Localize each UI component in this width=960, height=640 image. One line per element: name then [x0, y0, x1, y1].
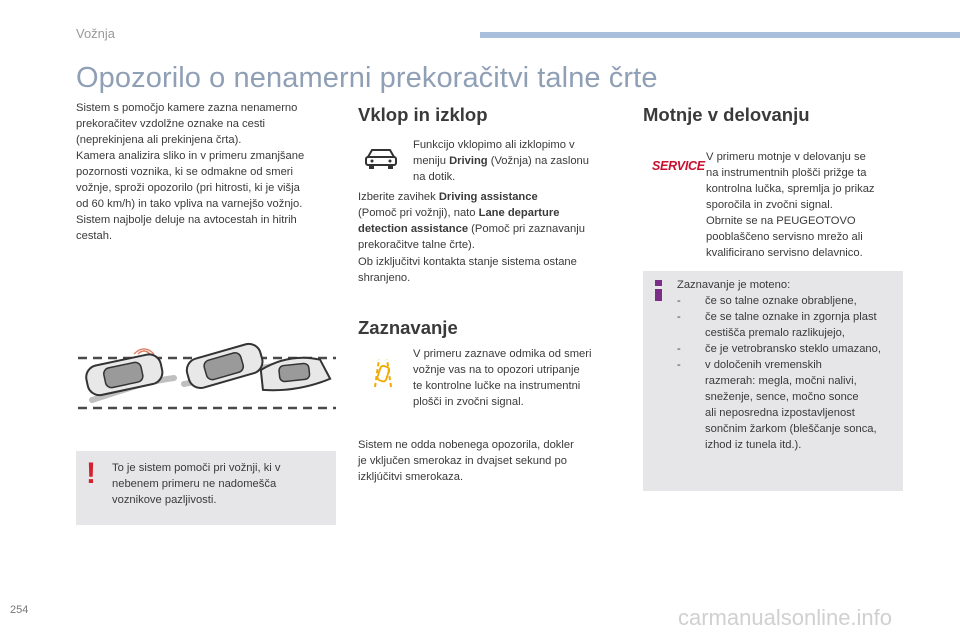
text-line: cestišča premalo razlikujejo,	[705, 327, 845, 339]
intro-line: (neprekinjena ali prekinjena črta).	[76, 134, 242, 146]
intro-line: cestah.	[76, 230, 113, 242]
info-text	[677, 277, 901, 453]
option-name: detection assistance	[358, 223, 469, 235]
malfunction-text	[706, 149, 916, 261]
service-warning-icon: SERVICE	[652, 159, 705, 173]
text-span: (Pomoč pri zaznavanju	[468, 223, 585, 235]
menu-name: Driving	[449, 155, 488, 167]
intro-line: Kamera analizira sliko in v primeru zmanjšane	[76, 150, 305, 162]
warning-text	[112, 460, 332, 508]
text-line: shranjeno.	[358, 272, 411, 284]
section-heading-switch: Vklop in izklop	[358, 104, 488, 125]
text-line: - če se talne oznake in zgornja plast	[705, 311, 877, 323]
text-line	[413, 153, 623, 169]
text-line: - če je vetrobransko steklo umazano,	[705, 343, 881, 355]
switch-text-2	[358, 189, 628, 253]
text-line: kvalificirano servisno delavnico.	[706, 247, 863, 259]
option-name: Lane departure	[478, 207, 560, 219]
lane-departure-illustration	[74, 338, 338, 412]
warning-box	[76, 451, 336, 525]
text-line: prekoračitve talne črte).	[358, 239, 475, 251]
section-heading-malfunction: Motnje v delovanju	[643, 104, 810, 125]
text-line: te kontrolne lučke na instrumentni	[413, 380, 581, 392]
text-line: sončnim žarkom (bleščanje sonca,	[705, 423, 877, 435]
switch-text-3	[358, 254, 628, 286]
list-item	[677, 341, 901, 357]
text-line: je vključen smerokaz in dvajset sekund po	[358, 455, 567, 467]
text-line: sneženje, sence, močno sonce	[705, 391, 859, 403]
watermark: carmanualsonline.info	[678, 605, 893, 630]
warning-line: To je sistem pomoči pri vožnji, ki v	[112, 462, 281, 474]
text-line: sporočila in zvočni signal.	[706, 199, 833, 211]
intro-line: Sistem s pomočjo kamere zazna nenamerno	[76, 102, 298, 114]
exclamation-icon: !	[86, 457, 96, 490]
intro-line: prekoračitev vzdolžne oznake na cesti	[76, 118, 266, 130]
section-heading-detection: Zaznavanje	[358, 317, 458, 338]
text-line: izkljúčitvi smerokaza.	[358, 471, 464, 483]
intro-line: Sistem najbolje deluje na avtocestah in hitrih	[76, 214, 297, 226]
text-line: razmerah: megla, močni nalivi,	[705, 375, 857, 387]
text-span: meniju	[413, 155, 450, 167]
text-line: Obrnite se na PEUGEOTOVO	[706, 215, 856, 227]
text-span: Izberite zavihek	[358, 191, 439, 203]
text-line	[358, 221, 628, 237]
warning-line: nebenem primeru ne nadomešča	[112, 478, 277, 490]
page-number: 254	[10, 604, 29, 616]
text-line: Sistem ne odda nobenega opozorila, dokler	[358, 439, 574, 451]
text-line: V primeru motnje v delovanju se	[706, 151, 866, 163]
info-intro: Zaznavanje je moteno:	[677, 279, 791, 291]
text-span: (Pomoč pri vožnji), nato	[358, 207, 479, 219]
text-line: Funkcijo vklopimo ali izklopimo v	[413, 139, 575, 151]
lane-departure-warning-icon	[372, 357, 394, 394]
warning-line: voznikove pazljivosti.	[112, 494, 217, 506]
text-line: V primeru zaznave odmika od smeri	[413, 348, 592, 360]
page-title: Opozorilo o nenamerni prekoračitvi talne črte	[76, 62, 658, 94]
text-line: vožnje vas na to opozori utripanje	[413, 364, 580, 376]
text-line: izhod iz tunela itd.).	[705, 439, 802, 451]
section-header: Vožnja	[76, 26, 116, 41]
text-line: na instrumentnih plošči prižge ta	[706, 167, 867, 179]
intro-line: vožnje, sproži opozorilo (pri hitrosti, ki je višja	[76, 182, 300, 194]
text-line	[358, 205, 628, 221]
detection-text-2	[358, 437, 628, 485]
switch-text-1	[413, 137, 623, 185]
text-line: na dotik.	[413, 171, 456, 183]
text-line: pooblaščeno servisno mrežo ali	[706, 231, 863, 243]
header-bar	[480, 32, 960, 38]
list-item	[677, 357, 901, 453]
text-span: (Vožnja) na zaslonu	[487, 155, 589, 167]
info-box	[643, 271, 903, 491]
text-line: - v določenih vremenskih	[705, 359, 822, 371]
list-item	[677, 293, 901, 309]
car-settings-icon	[364, 147, 398, 176]
tab-name: Driving assistance	[438, 191, 538, 203]
intro-line: pozornosti voznika, ki se odmakne od smeri	[76, 166, 294, 178]
text-line: ali neposredna izpostavljenost	[705, 407, 855, 419]
text-line: kontrolna lučka, spremlja jo prikaz	[706, 183, 875, 195]
intro-text	[76, 100, 346, 244]
detection-text	[413, 346, 623, 410]
intro-line: od 60 km/h) in tako vpliva na varnejšo vožnjo.	[76, 198, 303, 210]
text-line	[358, 189, 628, 205]
text-line: plošči in zvočni signal.	[413, 396, 524, 408]
text-line: Ob izključitvi kontakta stanje sistema ostane	[358, 256, 577, 268]
list-item	[677, 309, 901, 341]
text-line: - če so talne oznake obrabljene,	[705, 295, 857, 307]
